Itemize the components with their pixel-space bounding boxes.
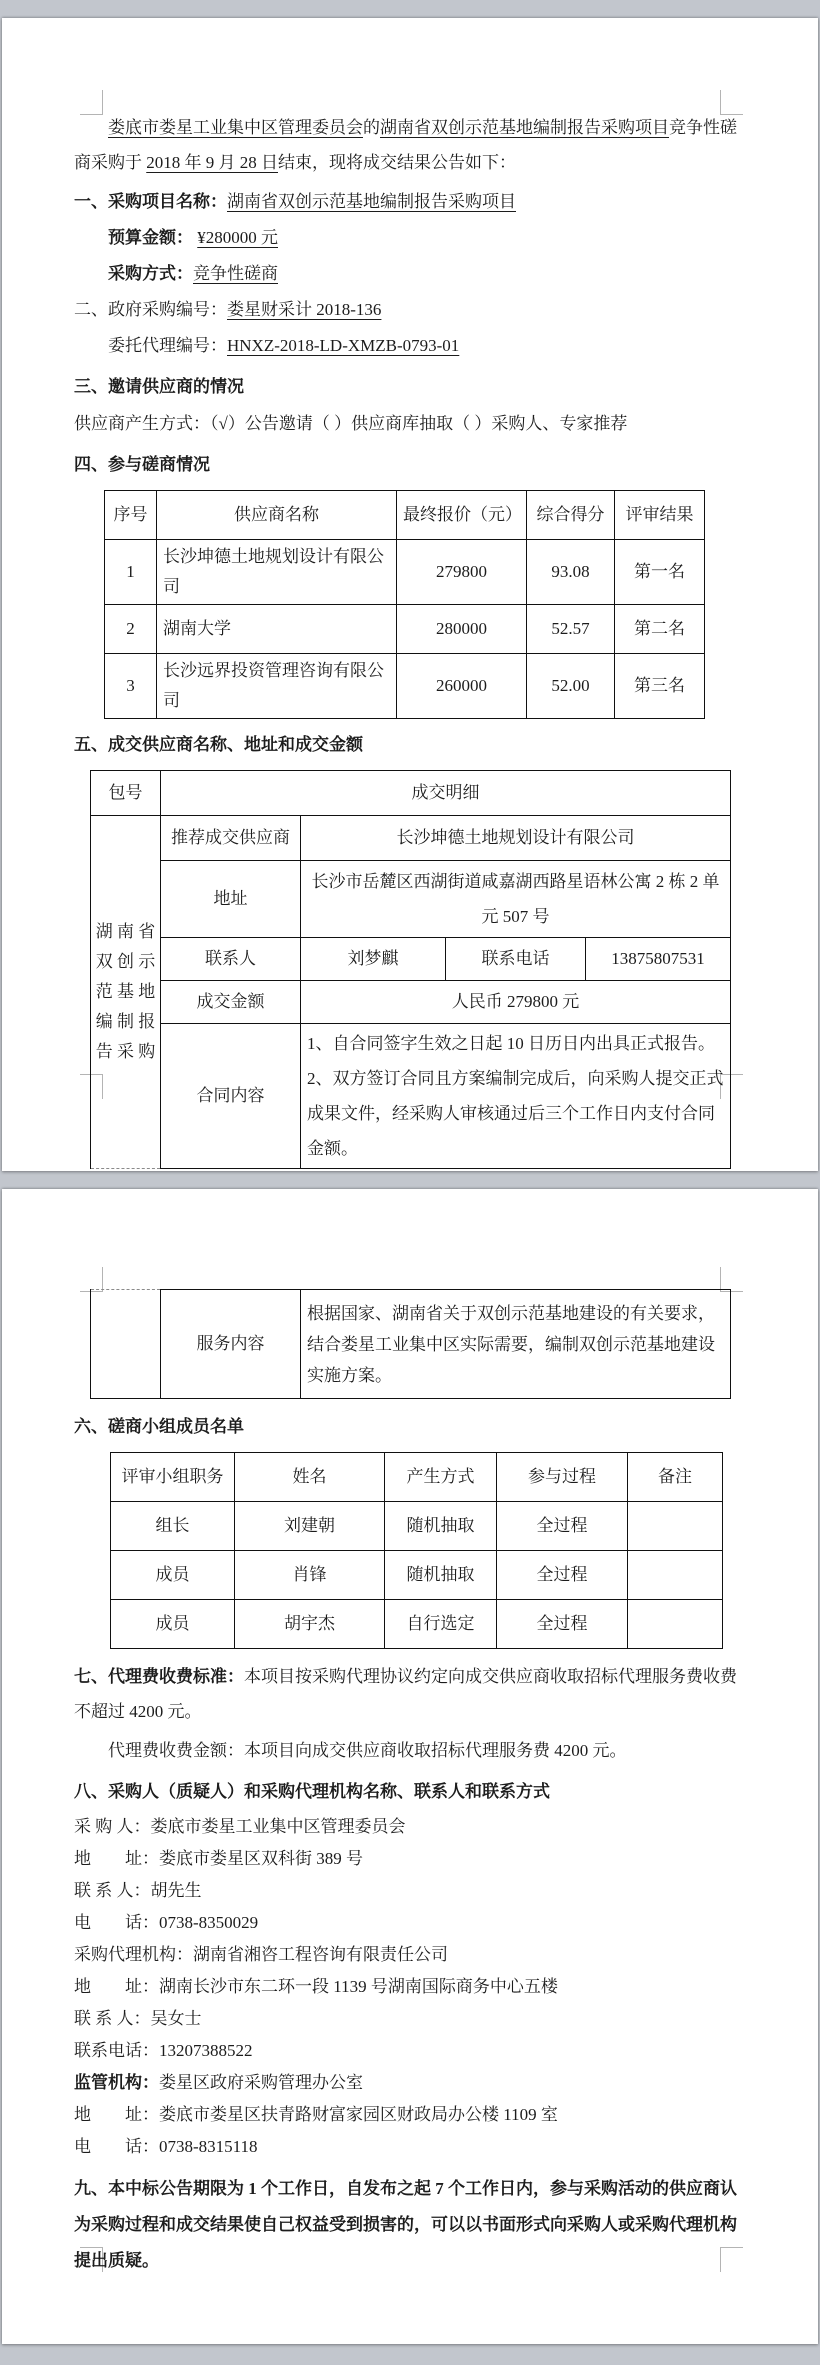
section-9-paragraph: 九、本中标公告期限为 1 个工作日，自发布之起 7 个工作日内，参与采购活动的供应商认为采购过程和成交结果使自己权益受到损害的，可以以书面形式向采购人或采购代理机构提出质疑。 bbox=[74, 2179, 737, 2270]
header-score: 综合得分 bbox=[527, 491, 615, 540]
table-row bbox=[91, 981, 731, 1024]
table-row: 1 长沙坤德土地规划设计有限公司 279800 93.08 第一名 bbox=[105, 540, 705, 605]
agency-fee-amount-line: 代理费收费金额：本项目向成交供应商收取招标代理服务费 4200 元。 bbox=[108, 1741, 627, 1760]
contact-label: 联系人 bbox=[161, 938, 301, 981]
supplier-source-line: 供应商产生方式：（√）公告邀请（ ）供应商库抽取（ ）采购人、专家推荐 bbox=[74, 414, 628, 433]
contract-label: 合同内容 bbox=[161, 1024, 301, 1169]
regulator-phone-line: 电 话：0738-8315118 bbox=[74, 2137, 258, 2156]
package-name-continuation-cell bbox=[91, 1290, 161, 1399]
phone-value: 13875807531 bbox=[586, 938, 731, 981]
package-no-header: 包号 bbox=[91, 771, 161, 816]
award-detail-header: 成交明细 bbox=[161, 771, 731, 816]
contract-content: 1、自合同签字生效之日起 10 日历日内出具正式报告。 2、双方签订合同且方案编制完成后，向采购人提交正式成果文件，经采购人审核通过后三个工作日内支付合同金额。 bbox=[301, 1024, 731, 1169]
regulator-address-line: 地 址：娄底市娄星区扶青路财富家园区财政局办公楼 1109 室 bbox=[74, 2105, 558, 2124]
header-panel-role: 评审小组职务 bbox=[111, 1453, 235, 1502]
section-4-title: 四、参与磋商情况 bbox=[74, 455, 210, 474]
recommend-supplier-label: 推荐成交供应商 bbox=[161, 816, 301, 861]
method-line: 采购方式：竞争性磋商 bbox=[108, 264, 278, 283]
page-2-content bbox=[74, 1189, 748, 2279]
table-row: 3 长沙远界投资管理咨询有限公司 260000 52.00 第三名 bbox=[105, 654, 705, 719]
viewer-gap-between-pages bbox=[0, 1171, 820, 1189]
section-6-title: 六、磋商小组成员名单 bbox=[74, 1417, 244, 1436]
table-row bbox=[91, 1024, 731, 1169]
recommend-supplier-value: 长沙坤德土地规划设计有限公司 bbox=[301, 816, 731, 861]
table-row: 成员 胡宇杰 自行选定 全过程 bbox=[111, 1600, 723, 1649]
section-2-procurement-no: 二、政府采购编号：娄星财采计 2018-136 bbox=[74, 300, 382, 319]
purchaser-line: 采 购 人：娄底市娄星工业集中区管理委员会 bbox=[74, 1817, 406, 1836]
table-header-row bbox=[105, 491, 705, 540]
amount-label: 成交金额 bbox=[161, 981, 301, 1024]
document-page-2 bbox=[2, 1189, 818, 2344]
service-label: 服务内容 bbox=[161, 1290, 301, 1399]
header-seq: 序号 bbox=[105, 491, 157, 540]
agent-no-line: 委托代理编号：HNXZ-2018-LD-XMZB-0793-01 bbox=[108, 336, 460, 355]
negotiation-panel-table bbox=[110, 1452, 723, 1649]
end-date: 2018 年 9 月 28 日 bbox=[146, 153, 278, 172]
buyer-name: 娄底市娄星工业集中区管理委员会 bbox=[108, 118, 363, 137]
header-selection-method: 产生方式 bbox=[385, 1453, 497, 1502]
agency-phone-line: 联系电话：13207388522 bbox=[74, 2041, 253, 2060]
intro-paragraph: 娄底市娄星工业集中区管理委员会的湖南省双创示范基地编制报告采购项目竞争性磋商采购于 2018 年 9 月 28 日结束，现将成交结果公告如下： bbox=[74, 118, 737, 172]
table-header-row bbox=[91, 771, 731, 816]
award-detail-table-continued bbox=[90, 1289, 731, 1399]
address-value: 长沙市岳麓区西湖街道咸嘉湖西路星语林公寓 2 栋 2 单元 507 号 bbox=[301, 861, 731, 938]
phone-label: 联系电话 bbox=[446, 938, 586, 981]
header-result: 评审结果 bbox=[615, 491, 705, 540]
negotiation-participants-table bbox=[104, 490, 705, 719]
table-row bbox=[91, 938, 731, 981]
service-content: 根据国家、湖南省关于双创示范基地建设的有关要求，结合娄星工业集中区实际需要，编制双创示范基地建设实施方案。 bbox=[301, 1290, 731, 1399]
viewer-gap-bottom bbox=[0, 2344, 820, 2364]
header-supplier: 供应商名称 bbox=[157, 491, 397, 540]
header-name: 姓名 bbox=[235, 1453, 385, 1502]
document-page-1 bbox=[2, 18, 818, 1171]
address-label: 地址 bbox=[161, 861, 301, 938]
table-row bbox=[91, 816, 731, 861]
section-8-title: 八、采购人（质疑人）和采购代理机构名称、联系人和联系方式 bbox=[74, 1782, 550, 1801]
purchaser-contact-line: 联 系 人：胡先生 bbox=[74, 1881, 202, 1900]
page-1-content bbox=[74, 18, 748, 1169]
header-remark: 备注 bbox=[628, 1453, 723, 1502]
table-header-row bbox=[111, 1453, 723, 1502]
purchaser-phone-line: 电 话：0738-8350029 bbox=[74, 1913, 259, 1932]
amount-value: 人民币 279800 元 bbox=[301, 981, 731, 1024]
award-detail-table bbox=[90, 770, 731, 1169]
table-row: 成员 肖锋 随机抽取 全过程 bbox=[111, 1551, 723, 1600]
contact-value: 刘梦麒 bbox=[301, 938, 446, 981]
table-row bbox=[91, 1290, 731, 1399]
agency-contact-line: 联 系 人：吴女士 bbox=[74, 2009, 202, 2028]
table-row: 2 湖南大学 280000 52.57 第二名 bbox=[105, 605, 705, 654]
budget-line: 预算金额： ¥280000 元 bbox=[108, 228, 278, 247]
table-row: 组长 刘建朝 随机抽取 全过程 bbox=[111, 1502, 723, 1551]
section-7-paragraph: 七、代理费收费标准：本项目按采购代理协议约定向成交供应商收取招标代理服务费收费不超过 4200 元。 bbox=[74, 1667, 737, 1721]
agency-address-line: 地 址：湖南长沙市东二环一段 1139 号湖南国际商务中心五楼 bbox=[74, 1977, 558, 1996]
section-5-title: 五、成交供应商名称、地址和成交金额 bbox=[74, 735, 363, 754]
agency-line: 采购代理机构：湖南省湘咨工程咨询有限责任公司 bbox=[74, 1945, 448, 1964]
purchaser-address-line: 地 址：娄底市娄星区双科街 389 号 bbox=[74, 1849, 363, 1868]
header-participation: 参与过程 bbox=[497, 1453, 628, 1502]
header-final-price: 最终报价（元） bbox=[397, 491, 527, 540]
package-name-vertical: 湖 南 省 双 创 示 范 基 地 编 制 报 告 采 购 bbox=[91, 816, 161, 1169]
table-row bbox=[91, 861, 731, 938]
regulator-line: 监管机构：娄星区政府采购管理办公室 bbox=[74, 2073, 363, 2092]
viewer-gap-top bbox=[0, 0, 820, 18]
section-1-project-name: 一、采购项目名称：湖南省双创示范基地编制报告采购项目 bbox=[74, 192, 516, 211]
section-3-title: 三、邀请供应商的情况 bbox=[74, 377, 244, 396]
project-name: 湖南省双创示范基地编制报告采购项目 bbox=[380, 118, 669, 137]
